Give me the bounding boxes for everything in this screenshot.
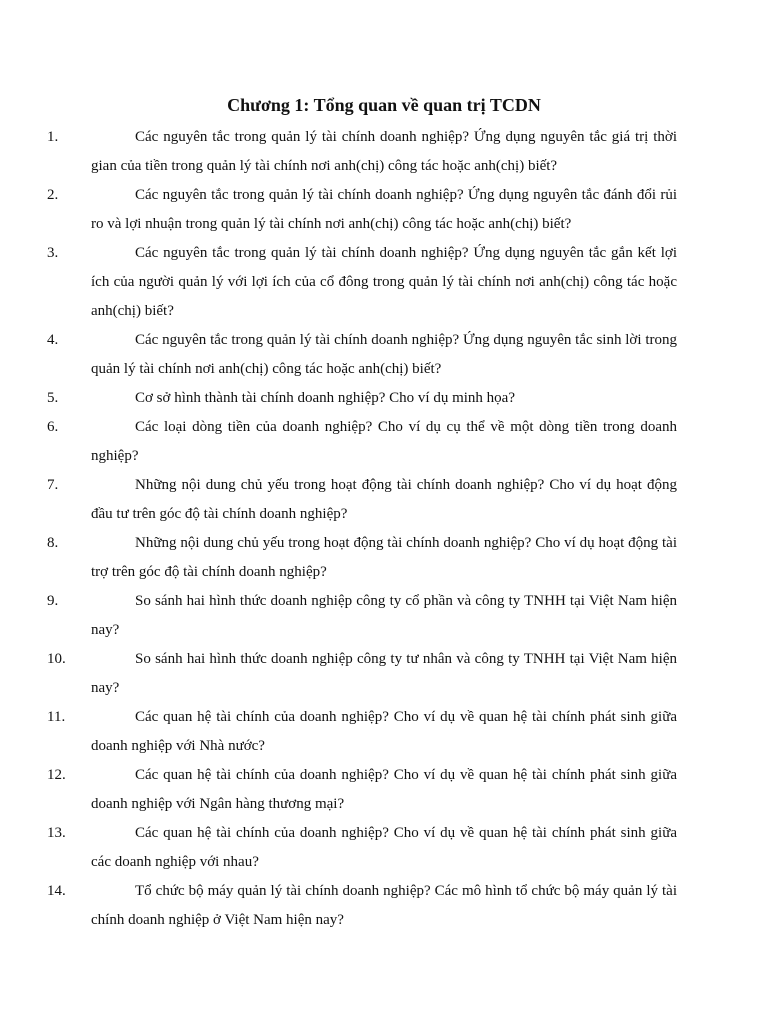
list-item — [47, 123, 677, 181]
page-title: Chương 1: Tổng quan về quan trị TCDN — [227, 95, 541, 115]
question-text: Các quan hệ tài chính của doanh nghiệp? Cho ví dụ về quan hệ tài chính phát sinh giữa doanh nghiệp với Ngân hàng thương mại? — [91, 767, 677, 812]
question-text: Cơ sở hình thành tài chính doanh nghiệp? Cho ví dụ minh họa? — [135, 390, 515, 406]
question-text: Các quan hệ tài chính của doanh nghiệp? Cho ví dụ về quan hệ tài chính phát sinh giữa doanh nghiệp với Nhà nước? — [91, 709, 677, 754]
question-number: 8. — [47, 535, 59, 551]
question-number: 13. — [47, 825, 66, 841]
question-number: 11. — [47, 709, 66, 725]
list-item — [47, 181, 677, 239]
question-text: Tổ chức bộ máy quản lý tài chính doanh nghiệp? Các mô hình tổ chức bộ máy quản lý tài chính doanh nghiệp ở Việt Nam hiện nay? — [91, 883, 677, 928]
question-text: Các quan hệ tài chính của doanh nghiệp? Cho ví dụ về quan hệ tài chính phát sinh giữa các doanh nghiệp với nhau? — [91, 825, 677, 870]
list-item — [47, 703, 677, 761]
question-number: 1. — [47, 129, 59, 145]
list-item — [47, 326, 677, 384]
question-number: 9. — [47, 593, 59, 609]
question-text: Các loại dòng tiền của doanh nghiệp? Cho ví dụ cụ thể về một dòng tiền trong doanh nghiệp? — [91, 419, 677, 464]
question-number: 10. — [47, 651, 66, 667]
list-item — [47, 384, 677, 413]
list-item — [47, 645, 677, 703]
list-item — [47, 471, 677, 529]
list-item — [47, 761, 677, 819]
list-item — [47, 587, 677, 645]
question-number: 3. — [47, 245, 59, 261]
question-number: 14. — [47, 883, 66, 899]
question-text: Các nguyên tắc trong quản lý tài chính doanh nghiệp? Ứng dụng nguyên tắc gắn kết lợi ích của người quản lý với lợi ích của cổ đông trong quản lý tài chính nơi anh(chị) công tác hoặc anh(chị) biết? — [91, 245, 677, 319]
question-number: 7. — [47, 477, 59, 493]
question-number: 4. — [47, 332, 59, 348]
question-text: Những nội dung chủ yếu trong hoạt động tài chính doanh nghiệp? Cho ví dụ hoạt động tài trợ trên góc độ tài chính doanh nghiệp? — [91, 535, 677, 580]
question-number: 5. — [47, 390, 59, 406]
question-text: Các nguyên tắc trong quản lý tài chính doanh nghiệp? Ứng dụng nguyên tắc sinh lời trong quản lý tài chính nơi anh(chị) công tác hoặc anh(chị) biết? — [91, 332, 677, 377]
question-text: So sánh hai hình thức doanh nghiệp công ty tư nhân và công ty TNHH tại Việt Nam hiện nay? — [91, 651, 677, 696]
question-text: So sánh hai hình thức doanh nghiệp công ty cổ phần và công ty TNHH tại Việt Nam hiện nay? — [91, 593, 677, 638]
question-text: Các nguyên tắc trong quản lý tài chính doanh nghiệp? Ứng dụng nguyên tắc giá trị thời gian của tiền trong quản lý tài chính nơi anh(chị) công tác hoặc anh(chị) biết? — [91, 129, 677, 174]
list-item — [47, 877, 677, 935]
list-item — [47, 529, 677, 587]
question-list — [47, 123, 677, 935]
question-number: 6. — [47, 419, 59, 435]
list-item — [47, 413, 677, 471]
list-item — [47, 239, 677, 326]
question-text: Các nguyên tắc trong quản lý tài chính doanh nghiệp? Ứng dụng nguyên tắc đánh đổi rủi ro và lợi nhuận trong quản lý tài chính nơi anh(chị) công tác hoặc anh(chị) biết? — [91, 187, 677, 232]
question-number: 12. — [47, 767, 66, 783]
list-item — [47, 819, 677, 877]
question-number: 2. — [47, 187, 59, 203]
question-text: Những nội dung chủ yếu trong hoạt động tài chính doanh nghiệp? Cho ví dụ hoạt động đầu tư trên góc độ tài chính doanh nghiệp? — [91, 477, 677, 522]
